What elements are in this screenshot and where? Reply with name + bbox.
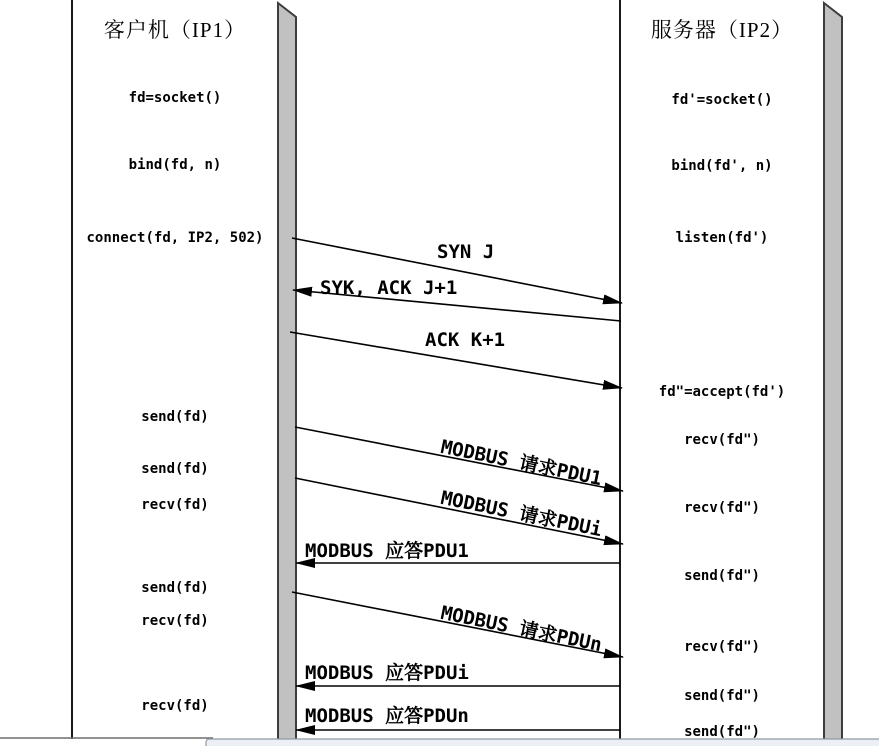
client-call-recv-1: recv(fd) <box>141 497 209 513</box>
message-label-syn: SYN J <box>437 241 495 263</box>
server-call-bind: bind(fd', n) <box>671 158 773 174</box>
message-label-modbus-request-pdui: MODBUS 请求PDUi <box>438 486 604 542</box>
server-call-accept: fd"=accept(fd') <box>658 384 786 400</box>
message-label-syn-ack: SYK, ACK J+1 <box>320 277 458 299</box>
client-call-send-2: send(fd) <box>141 461 209 477</box>
client-call-send-1: send(fd) <box>141 409 209 425</box>
server-call-recv-3: recv(fd") <box>684 639 760 655</box>
server-call-recv-2: recv(fd") <box>684 500 760 516</box>
server-call-send-3: send(fd") <box>684 724 760 740</box>
client-call-socket: fd=socket() <box>128 90 222 106</box>
message-label-modbus-request-pdu1: MODBUS 请求PDU1 <box>438 435 604 491</box>
message-label-modbus-request-pdun: MODBUS 请求PDUn <box>438 601 604 657</box>
bottom-window-bar <box>206 739 879 746</box>
server-call-recv-1: recv(fd") <box>684 432 760 448</box>
server-title: 服务器（IP2） <box>650 18 794 42</box>
client-lifeline-bar <box>278 3 296 739</box>
message-label-modbus-response-pdui: MODBUS 应答PDUi <box>305 662 469 684</box>
server-call-listen: listen(fd') <box>675 230 769 246</box>
server-call-send-2: send(fd") <box>684 688 760 704</box>
message-label-modbus-response-pdu1: MODBUS 应答PDU1 <box>305 540 469 562</box>
client-call-recv-2: recv(fd) <box>141 613 209 629</box>
client-call-send-3: send(fd) <box>141 580 209 596</box>
client-title: 客户机（IP1） <box>103 18 247 42</box>
client-call-bind: bind(fd, n) <box>128 157 222 173</box>
client-call-connect: connect(fd, IP2, 502) <box>86 230 264 246</box>
server-lifeline-bar <box>824 3 842 739</box>
message-label-ack: ACK K+1 <box>425 329 506 351</box>
client-call-recv-3: recv(fd) <box>141 698 209 714</box>
server-call-socket: fd'=socket() <box>671 92 773 108</box>
server-call-send-1: send(fd") <box>684 568 760 584</box>
message-label-modbus-response-pdun: MODBUS 应答PDUn <box>305 705 469 727</box>
